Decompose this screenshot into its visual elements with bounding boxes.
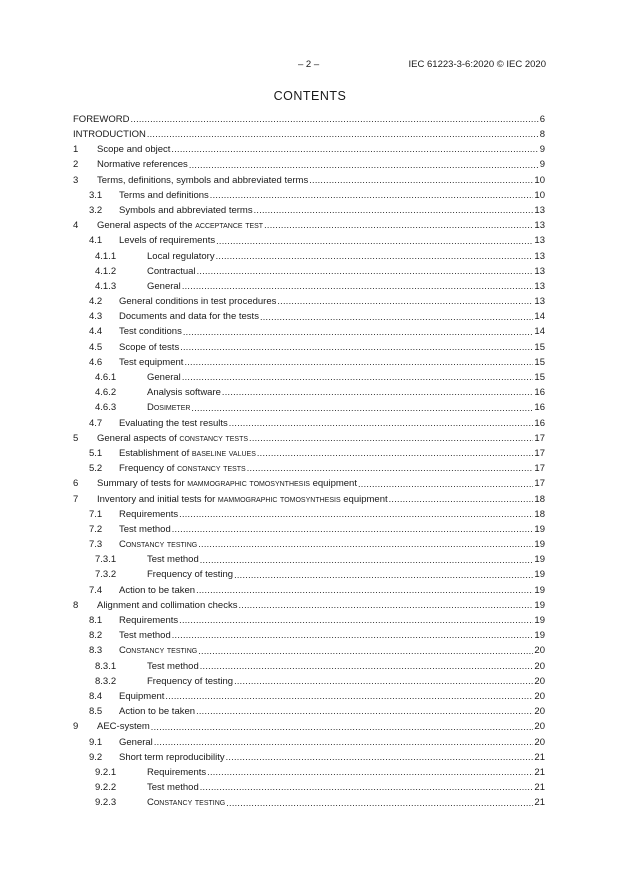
toc-entry-title-part: Evaluating the test results [119, 417, 228, 429]
toc-entry-number: 8.3.1 [95, 660, 117, 672]
toc-entry-number: 7.4 [89, 584, 103, 596]
toc-entry[interactable] [73, 765, 545, 780]
toc-entry-page: 13 [534, 250, 545, 262]
dot-leader [200, 662, 534, 671]
toc-entry[interactable] [73, 370, 545, 385]
toc-entry-title-part: Contractual [147, 265, 196, 277]
toc-entry[interactable] [73, 203, 545, 218]
toc-entry-page: 19 [534, 599, 545, 611]
toc-entry-title [73, 115, 129, 125]
dot-leader [183, 328, 534, 337]
toc-entry[interactable] [73, 780, 545, 795]
toc-entry-number: 4.1.3 [95, 280, 117, 292]
toc-entry-title-part: Local regulatory [147, 250, 215, 262]
dot-leader [389, 495, 534, 504]
dot-leader [182, 373, 534, 382]
toc-entry[interactable] [73, 325, 545, 340]
toc-entry-title [119, 692, 164, 702]
toc-entry-number: 4.6 [89, 356, 103, 368]
toc-entry-number: 8.2 [89, 630, 103, 642]
document-reference: IEC 61223-3-6:2020 © IEC 2020 [408, 59, 546, 70]
toc-entry-title [119, 540, 197, 550]
toc-entry-title-part: Frequency of testing [147, 569, 234, 581]
toc-entry-page: 21 [534, 751, 545, 763]
toc-entry-number: 7.3.2 [95, 569, 117, 581]
toc-entry-title [147, 570, 233, 580]
toc-entry[interactable] [73, 340, 545, 355]
toc-entry-title-part: Analysis software [147, 387, 221, 399]
toc-entry-title [119, 327, 182, 337]
toc-entry-title-part: Levels of requirements [119, 235, 216, 247]
toc-entry-title [119, 525, 171, 535]
toc-entry[interactable] [73, 431, 545, 446]
toc-entry-page: 10 [534, 174, 545, 186]
toc-entry-title [119, 616, 178, 626]
toc-entry-number: 9.2.1 [95, 766, 117, 778]
dot-leader [358, 480, 533, 489]
toc-entry-page: 15 [534, 356, 545, 368]
toc-entry-number: 9 [73, 721, 79, 733]
toc-entry-number: 4.3 [89, 311, 103, 323]
toc-entry-title [147, 555, 199, 565]
toc-entry-page: 14 [534, 326, 545, 338]
toc-entry-title [119, 631, 171, 641]
toc-entry[interactable] [73, 234, 545, 249]
toc-entry[interactable] [73, 704, 545, 719]
toc-entry-title-part: Equipment [119, 690, 165, 702]
toc-entry-page: 19 [534, 554, 545, 566]
dot-leader [180, 343, 533, 352]
toc-entry-title [97, 176, 308, 186]
toc-entry[interactable] [73, 355, 545, 370]
dot-leader [234, 571, 533, 580]
toc-entry-page: 18 [534, 508, 545, 520]
toc-entry-title [147, 768, 206, 778]
toc-entry-number: 7.1 [89, 508, 103, 520]
toc-entry-number: 5.2 [89, 463, 103, 475]
toc-entry-title-part: Alignment and collimation checks [97, 599, 238, 611]
toc-entry[interactable] [73, 461, 545, 476]
toc-entry-number: 8.3.2 [95, 675, 117, 687]
dot-leader [189, 161, 539, 170]
toc-entry-number: 8.1 [89, 615, 103, 627]
toc-entry[interactable] [73, 309, 545, 324]
toc-entry-title [119, 449, 256, 459]
toc-entry-title-part: General aspects of [97, 432, 180, 444]
toc-entry-title-part: General [119, 736, 153, 748]
toc-entry-number: 4.6.3 [95, 402, 117, 414]
dot-leader [191, 404, 533, 413]
toc-entry-title [119, 343, 179, 353]
toc-entry-title-part: baseline values [191, 447, 256, 459]
dot-leader [200, 556, 534, 565]
toc-entry-number: 8.4 [89, 690, 103, 702]
toc-entry-title-part: acceptance test [195, 220, 264, 232]
toc-entry-title-part: Action to be taken [119, 706, 196, 718]
dot-leader [238, 601, 533, 610]
toc-entry-title [147, 798, 225, 808]
toc-entry-number: 8.3 [89, 645, 103, 657]
toc-entry-title [119, 753, 225, 763]
toc-entry-page: 13 [534, 280, 545, 292]
dot-leader [165, 692, 533, 701]
dot-leader [198, 647, 533, 656]
toc-entry-page: 9 [539, 159, 545, 171]
toc-entry[interactable] [73, 294, 545, 309]
toc-entry[interactable] [73, 689, 545, 704]
toc-entry-title-part: Constancy testing [119, 539, 198, 551]
toc-entry-page: 16 [534, 402, 545, 414]
toc-entry-page: 20 [534, 690, 545, 702]
toc-entry-title-part: General [147, 372, 181, 384]
toc-entry-title-part: equipment [309, 478, 357, 490]
toc-entry-page: 8 [539, 129, 545, 141]
toc-entry-title [119, 206, 253, 216]
table-of-contents [73, 112, 545, 811]
toc-entry[interactable] [73, 416, 545, 431]
dot-leader [216, 252, 534, 261]
toc-entry-title-part: Scope of tests [119, 341, 180, 353]
toc-entry-page: 17 [534, 463, 545, 475]
toc-entry-title [97, 160, 188, 170]
toc-entry-page: 19 [534, 523, 545, 535]
toc-entry-title-part: General [147, 280, 181, 292]
toc-entry-page: 17 [534, 432, 545, 444]
toc-entry-number: 9.2 [89, 751, 103, 763]
toc-entry-title [73, 130, 146, 140]
toc-entry[interactable] [73, 249, 545, 264]
toc-entry-page: 13 [534, 235, 545, 247]
toc-entry-page: 19 [534, 630, 545, 642]
toc-entry-title-part: Test method [147, 660, 199, 672]
toc-entry-title-part: Test method [147, 554, 199, 566]
dot-leader [264, 221, 533, 230]
toc-entry-number: 9.2.2 [95, 782, 117, 794]
toc-entry-title [147, 388, 221, 398]
toc-entry-page: 15 [534, 372, 545, 384]
toc-entry-title [147, 403, 190, 413]
toc-entry-title-part: Short term reproducibility [119, 751, 225, 763]
toc-entry-title [119, 191, 209, 201]
toc-entry-page: 20 [534, 675, 545, 687]
toc-entry-page: 14 [534, 311, 545, 323]
toc-entry-title [97, 722, 150, 732]
toc-entry-title [119, 419, 228, 429]
toc-entry-number: 9.1 [89, 736, 103, 748]
toc-entry-title [147, 252, 215, 262]
toc-entry[interactable] [73, 659, 545, 674]
dot-leader [182, 282, 534, 291]
toc-entry-title-part: Constancy testing [119, 645, 198, 657]
toc-entry[interactable] [73, 401, 545, 416]
toc-entry[interactable] [73, 188, 545, 203]
toc-entry-title-part: equipment [340, 493, 388, 505]
toc-entry-number: 4.2 [89, 296, 103, 308]
toc-entry-page: 13 [534, 204, 545, 216]
toc-entry-title [147, 677, 233, 687]
toc-entry[interactable] [73, 583, 545, 598]
toc-entry-title-part: Frequency of testing [147, 675, 234, 687]
toc-entry-title-part: Frequency of [119, 463, 178, 475]
page-header [0, 59, 620, 73]
toc-entry-number: 4.6.2 [95, 387, 117, 399]
toc-entry-title-part: Dosimeter [147, 402, 191, 414]
toc-entry-title [147, 282, 181, 292]
toc-entry-page: 21 [534, 797, 545, 809]
toc-entry[interactable] [73, 537, 545, 552]
dot-leader [247, 464, 534, 473]
toc-entry-number: 7.3 [89, 539, 103, 551]
dot-leader [172, 631, 534, 640]
toc-entry-title-part: Documents and data for the tests [119, 311, 259, 323]
toc-entry-page: 16 [534, 387, 545, 399]
toc-entry-title-part: INTRODUCTION [73, 129, 146, 141]
dot-leader [200, 783, 534, 792]
toc-entry[interactable] [73, 522, 545, 537]
toc-entry-title-part: FOREWORD [73, 113, 130, 125]
dot-leader [226, 799, 533, 808]
toc-entry-page: 20 [534, 660, 545, 672]
toc-entry-page: 10 [534, 189, 545, 201]
dot-leader [179, 616, 533, 625]
toc-entry-title-part: Test method [119, 523, 171, 535]
toc-entry-number: 5 [73, 432, 79, 444]
toc-entry-title [119, 738, 153, 748]
toc-entry-title [147, 662, 199, 672]
dot-leader [147, 130, 539, 139]
toc-entry[interactable] [73, 750, 545, 765]
toc-entry-number: 4.1.2 [95, 265, 117, 277]
toc-entry-page: 20 [534, 645, 545, 657]
toc-entry-number: 8 [73, 599, 79, 611]
toc-entry-title [119, 358, 183, 368]
dot-leader [179, 510, 533, 519]
toc-entry-title [119, 586, 195, 596]
toc-entry-title [97, 145, 170, 155]
toc-entry[interactable] [73, 158, 545, 173]
dot-leader [277, 297, 533, 306]
toc-entry[interactable] [73, 720, 545, 735]
toc-entry-page: 20 [534, 706, 545, 718]
toc-entry-title-part: Requirements [119, 615, 179, 627]
toc-entry-page: 21 [534, 766, 545, 778]
toc-entry-page: 6 [539, 113, 545, 125]
toc-entry-title-part: Action to be taken [119, 584, 196, 596]
toc-entry-number: 3.1 [89, 189, 103, 201]
toc-entry-number: 2 [73, 159, 79, 171]
dot-leader [151, 723, 534, 732]
dot-leader [249, 434, 533, 443]
toc-entry[interactable] [73, 613, 545, 628]
dot-leader [198, 540, 533, 549]
toc-entry[interactable] [73, 264, 545, 279]
toc-entry-page: 13 [534, 220, 545, 232]
dot-leader [172, 525, 534, 534]
toc-entry-title-part: Establishment of [119, 447, 192, 459]
toc-entry-title [119, 312, 259, 322]
toc-entry-page: 9 [539, 144, 545, 156]
toc-entry-title-part: AEC-system [97, 721, 150, 733]
dot-leader [130, 115, 538, 124]
dot-leader [154, 738, 534, 747]
toc-entry-title-part: Test method [119, 630, 171, 642]
toc-entry-title [97, 601, 237, 611]
toc-entry-page: 18 [534, 493, 545, 505]
toc-entry-title [119, 464, 246, 474]
page-number: – 2 – [298, 59, 320, 70]
toc-entry-title-part: constancy tests [177, 463, 246, 475]
toc-entry-title [97, 495, 388, 505]
toc-entry[interactable] [73, 507, 545, 522]
toc-entry-title-part: Scope and object [97, 144, 171, 156]
toc-entry-title [119, 707, 195, 717]
toc-entry-title-part: Symbols and abbreviated terms [119, 204, 253, 216]
toc-entry-page: 13 [534, 296, 545, 308]
toc-entry-number: 8.5 [89, 706, 103, 718]
toc-entry-number: 5.1 [89, 447, 103, 459]
dot-leader [257, 449, 534, 458]
toc-entry[interactable] [73, 112, 545, 127]
dot-leader [226, 753, 534, 762]
toc-entry[interactable] [73, 279, 545, 294]
toc-entry[interactable] [73, 492, 545, 507]
toc-entry[interactable] [73, 446, 545, 461]
dot-leader [229, 419, 534, 428]
toc-entry-title-part: Terms and definitions [119, 189, 209, 201]
toc-entry-title-part: Inventory and initial tests for [97, 493, 218, 505]
toc-entry-title [119, 236, 215, 246]
toc-entry-page: 20 [534, 736, 545, 748]
toc-entry-title [97, 434, 248, 444]
toc-entry-number: 4 [73, 220, 79, 232]
toc-entry-number: 1 [73, 144, 79, 156]
toc-entry-page: 15 [534, 341, 545, 353]
toc-entry-page: 13 [534, 265, 545, 277]
dot-leader [309, 176, 533, 185]
toc-entry-number: 4.7 [89, 417, 103, 429]
toc-entry-title [147, 783, 199, 793]
toc-entry-page: 21 [534, 782, 545, 794]
toc-entry-number: 4.1 [89, 235, 103, 247]
toc-entry[interactable] [73, 218, 545, 233]
toc-entry-number: 3 [73, 174, 79, 186]
toc-entry-title-part: Requirements [147, 766, 207, 778]
toc-entry-title-part: Test equipment [119, 356, 184, 368]
toc-entry-page: 19 [534, 584, 545, 596]
toc-entry[interactable] [73, 568, 545, 583]
toc-entry[interactable] [73, 552, 545, 567]
toc-entry-number: 4.1.1 [95, 250, 117, 262]
toc-entry-page: 17 [534, 478, 545, 490]
toc-entry-title-part: constancy tests [179, 432, 249, 444]
toc-entry-page: 20 [534, 721, 545, 733]
toc-entry-number: 6 [73, 478, 79, 490]
toc-entry-title [97, 479, 357, 489]
dot-leader [260, 313, 533, 322]
toc-entry-title-part: Constancy testing [147, 797, 226, 809]
toc-entry-title-part: Test method [147, 782, 199, 794]
dot-leader [196, 707, 533, 716]
page-title: CONTENTS [273, 89, 347, 103]
toc-entry-title-part: Terms, definitions, symbols and abbreviated terms [97, 174, 309, 186]
toc-entry[interactable] [73, 127, 545, 142]
toc-entry-title [147, 267, 196, 277]
toc-entry-page: 17 [534, 447, 545, 459]
toc-entry-page: 16 [534, 417, 545, 429]
toc-entry-title-part: mammographic tomosynthesis [217, 493, 341, 505]
toc-entry[interactable] [73, 628, 545, 643]
toc-entry-page: 19 [534, 539, 545, 551]
toc-entry[interactable] [73, 598, 545, 613]
dot-leader [234, 677, 533, 686]
toc-entry-number: 4.5 [89, 341, 103, 353]
toc-entry[interactable] [73, 142, 545, 157]
dot-leader [254, 206, 534, 215]
dot-leader [197, 267, 534, 276]
dot-leader [210, 191, 534, 200]
toc-entry-title-part: Test conditions [119, 326, 182, 338]
toc-entry-number: 7 [73, 493, 79, 505]
dot-leader [196, 586, 533, 595]
toc-entry[interactable] [73, 674, 545, 689]
toc-entry[interactable] [73, 477, 545, 492]
dot-leader [184, 358, 533, 367]
toc-entry-number: 9.2.3 [95, 797, 117, 809]
toc-entry-title [147, 373, 181, 383]
toc-entry-page: 19 [534, 569, 545, 581]
toc-entry[interactable] [73, 173, 545, 188]
toc-entry-title [119, 297, 276, 307]
toc-entry-title-part: Normative references [97, 159, 188, 171]
toc-entry-title-part: mammographic tomosynthesis [187, 478, 310, 490]
toc-entry[interactable] [73, 735, 545, 750]
toc-entry-number: 7.2 [89, 523, 103, 535]
toc-entry-title-part: General aspects of the [97, 220, 196, 232]
toc-entry-title [119, 510, 178, 520]
toc-entry-title [97, 221, 263, 231]
toc-entry-number: 7.3.1 [95, 554, 117, 566]
toc-entry-number: 3.2 [89, 204, 103, 216]
toc-entry[interactable] [73, 644, 545, 659]
toc-entry-title-part: Summary of tests for [97, 478, 188, 490]
toc-entry-number: 4.4 [89, 326, 103, 338]
dot-leader [216, 237, 533, 246]
toc-entry[interactable] [73, 795, 545, 810]
toc-entry-title-part: General conditions in test procedures [119, 296, 277, 308]
dot-leader [171, 145, 538, 154]
toc-entry-title-part: Requirements [119, 508, 179, 520]
dot-leader [222, 388, 534, 397]
toc-entry-title [119, 646, 197, 656]
dot-leader [207, 768, 533, 777]
toc-entry-page: 19 [534, 615, 545, 627]
toc-entry[interactable] [73, 385, 545, 400]
toc-entry-number: 4.6.1 [95, 372, 117, 384]
